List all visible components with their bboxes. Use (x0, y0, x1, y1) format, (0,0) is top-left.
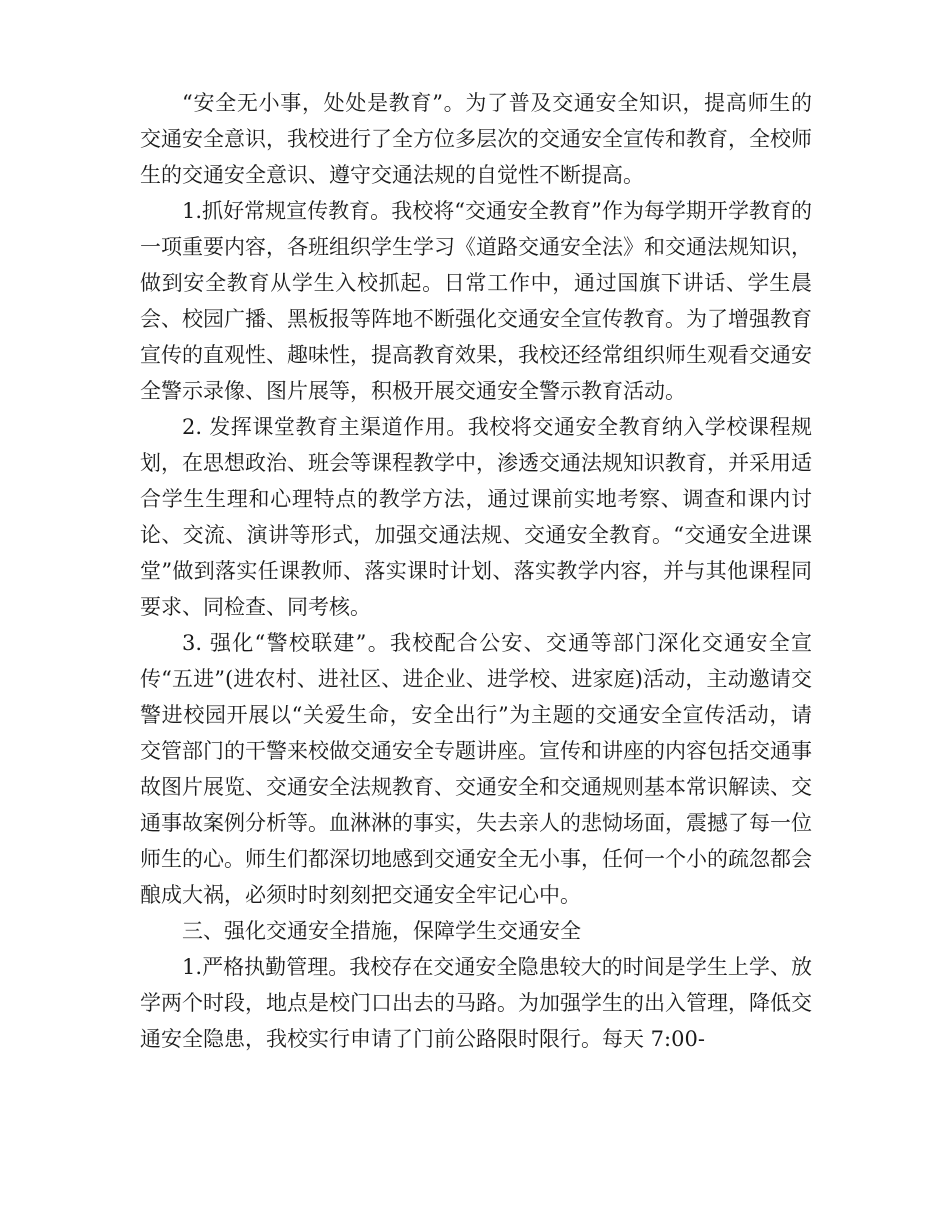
paragraph-item-3-police-school: 3. 强化“警校联建”。我校配合公安、交通等部门深化交通安全宣传“五进”(进农村、进社区、进企业、进学校、进家庭)活动，主动邀请交警进校园开展以“关爱生命，安全出行”为主题的交通安全宣传活动，请交管部门的干警来校做交通安全专题讲座。宣传和讲座的内容包括交通事故图片展览、交通安全法规教育、交通安全和交通规则基本常识解读、交通事故案例分析等。血淋淋的事实，失去亲人的悲恸场面，震撼了每一位师生的心。师生们都深切地感到交通安全无小事，任何一个小的疏忽都会酿成大祸，必须时时刻刻把交通安全牢记心中。 (140, 631, 812, 907)
document-body (140, 85, 812, 1057)
paragraph-intro: “安全无小事，处处是教育”。为了普及交通安全知识，提高师生的交通安全意识，我校进行了全方位多层次的交通安全宣传和教育，全校师生的交通安全意识、遵守交通法规的自觉性不断提高。 (140, 91, 812, 187)
section-heading-3: 三、强化交通安全措施，保障学生交通安全 (182, 919, 581, 943)
paragraph-item-1-publicity: 1.抓好常规宣传教育。我校将“交通安全教育”作为每学期开学教育的一项重要内容，各班组织学生学习《道路交通安全法》和交通法规知识，做到安全教育从学生入校抓起。日常工作中，通过国旗下讲话、学生晨会、校园广播、黑板报等阵地不断强化交通安全宣传教育。为了增强教育宣传的直观性、趣味性，提高教育效果，我校还经常组织师生观看交通安全警示录像、图片展等，积极开展交通安全警示教育活动。 (140, 199, 812, 403)
paragraph-duty-management: 1.严格执勤管理。我校存在交通安全隐患较大的时间是学生上学、放学两个时段，地点是校门口出去的马路。为加强学生的出入管理，降低交通安全隐患，我校实行申请了门前公路限时限行。每天 7:00- (140, 955, 812, 1051)
paragraph-item-2-classroom: 2. 发挥课堂教育主渠道作用。我校将交通安全教育纳入学校课程规划，在思想政治、班会等课程教学中，渗透交通法规知识教育，并采用适合学生生理和心理特点的教学方法，通过课前实地考察、调查和课内讨论、交流、演讲等形式，加强交通法规、交通安全教育。“交通安全进课堂”做到落实任课教师、落实课时计划、落实教学内容，并与其他课程同要求、同检查、同考核。 (140, 415, 812, 619)
